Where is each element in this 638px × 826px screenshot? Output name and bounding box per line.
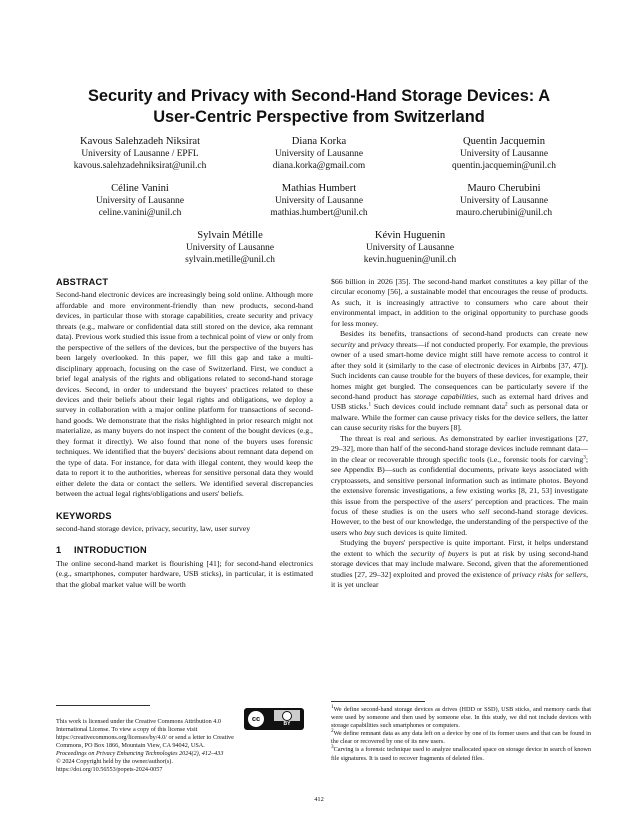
by-icon: BY — [274, 710, 300, 728]
author-row — [40, 182, 598, 228]
author: Diana Korka University of Lausanne diana.korka@gmail.com — [272, 136, 366, 171]
footnote-rule — [56, 705, 150, 706]
intro-paragraph: Besides its benefits, transactions of second-hand products can create new security and privacy threats—if not conducted properly. For example, the previous owner of a used smart-home device might still have remote access to control it after they sold it (similarly to the case of electronic devices in Airbnbs [37, 47]). Such incidents can cause trouble for the buyers of these devices, for example, their homes might get burgled. The consequences can be particularly severe if the second-hand product has storage capabilities, such as external hard drives and USB sticks.$^1$ Such devices could include remnant data$^2$ such as personal data or malware. While the former can cause privacy risks for the device sellers, the latter can cause security risks for the buyers [8]. — [331, 329, 588, 433]
author-row — [40, 135, 598, 181]
left-column — [56, 277, 313, 590]
author: Sylvain Métille University of Lausanne sylvain.metille@unil.ch — [185, 230, 275, 265]
footnote-ref: 3 — [583, 454, 586, 461]
intro-paragraph: $66 billion in 2026 [35]. The second-hand market constitutes a key pillar of the circular economy [56], a sustainable model that encourages the reuse of products. As such, it is increasingly attractive to consumers who care about their environmental impact, in addition to the original opportunity to purchase goods for less money. — [331, 277, 588, 328]
page-number: 412 — [314, 796, 324, 803]
author: Kévin Huguenin University of Lausanne kevin.huguenin@unil.ch — [363, 230, 457, 265]
publication-info — [56, 750, 313, 774]
abstract-heading: ABSTRACT — [56, 277, 109, 287]
author: Mathias Humbert University of Lausanne mathias.humbert@unil.ch — [270, 183, 368, 218]
license-text: This work is licensed under the Creative Commons Attribution 4.0 International License. To view a copy of this license visit https://creativecommons.org/licenses/by/4.0/ or send a letter to Creative Commons, PO Box 1866, Mountain View, CA 94042, USA. — [56, 718, 234, 750]
cc-icon: cc — [247, 710, 265, 728]
author: Céline Vanini University of Lausanne celine.vanini@unil.ch — [96, 183, 184, 218]
author-row — [40, 229, 598, 275]
proceedings: Proceedings on Privacy Enhancing Technologies 2024(2), 412–433 — [56, 750, 224, 757]
footnote-rule — [331, 701, 425, 702]
footnote: $^2$We define remnant data as any data left on a device by one of its former users and that can be found in the clear or recovered by one of its new users. — [331, 728, 591, 746]
intro-paragraph: The threat is real and serious. As demonstrated by earlier investigations [27, 29–32], more than half of the second-hand storage devices include remnant data—in the clear or recoverable through specific tools (i.e., forensic tools for carving$^3$; see Appendix B)—such as confidential documents, private keys associated with cryptoassets, and sensitive personal information such as intimate photos. Beyond the extensive forensic investigations, a few existing works [8, 21, 53] investigate this issue from the perspective of the users' perception and practices. The main focus of these studies is on the users who sell second-hand storage devices. However, to the best of our knowledge, the understanding of the perspective of the users who buy such devices is quite limited. — [331, 433, 588, 537]
intro-paragraph: Studying the buyers' perspective is quite important. First, it helps understand the extent to which the security of buyers is put at risk by using second-hand storage devices that may include malware. Second, given that the aforementioned studies [27, 29–32] exploited and proved the existence of privacy risks for sellers, it is yet unclear — [331, 538, 588, 590]
footnote: $^3$Carving is a forensic technique used to analyze unallocated space on storage device in search of known file signatures. It is used to recover fragments of deleted files. — [331, 744, 591, 762]
doi-link[interactable]: https://doi.org/10.56553/popets-2024-0057 — [56, 766, 163, 774]
author: Kavous Salehzadeh Niksirat University of Lausanne / EPFL kavous.salehzadehniksirat@unil.ch — [73, 136, 207, 171]
keywords-text: second-hand storage device, privacy, security, law, user survey — [56, 523, 251, 533]
keywords-heading: KEYWORDS — [56, 510, 112, 521]
footnote-ref: 1 — [368, 401, 372, 408]
person-icon — [282, 711, 292, 721]
author: Quentin Jacquemin University of Lausanne quentin.jacquemin@unil.ch — [452, 136, 556, 171]
copyright: © 2024 Copyright held by the owner/author(s). — [56, 758, 173, 766]
author: Mauro Cherubini University of Lausanne mauro.cherubini@unil.ch — [455, 183, 553, 218]
section-heading-introduction: 1 INTRODUCTION — [56, 545, 147, 556]
footnote-ref: 2 — [505, 401, 508, 408]
paper-title: Security and Privacy with Second-Hand Storage Devices: A User-Centric Perspective from Switzerland — [87, 87, 551, 126]
footnotes — [331, 703, 591, 763]
intro-text: The online second-hand market is flourishing [41]; for second-hand electronics (e.g., smartphones, computer hardware, USB sticks), in particular, it is estimated that the global market value will be worth — [56, 558, 313, 589]
right-column — [331, 277, 588, 591]
abstract-text: Second-hand electronic devices are increasingly being sold online. Although more affordable and more environment-friendly than new products, second-hand devices, in particular those with storage capabilities, create security and privacy threats (e.g., malware or confidential data still stored on the device, aka remnant data). Previous work studied this issue from a technical point of view or only from the perspective of the sellers of the devices, but the perspective of the buyers has been largely overlooked. In this paper, we fill this gap and take a multi-disciplinary approach, focusing on the case of Switzerland. First, we conduct a brief legal analysis of the rights and obligations related to second-hand storage devices. Second, in order to understand the buyers' practices related to these devices and their beliefs about their legal rights and obligations, we deploy a survey in collaboration with a major online platform for transactions of second-hand goods. We demonstrate that the risks highlighted in prior research might not materialize, as many buyers do not inspect the content of the bought devices (e.g., they format it directly). We also found that none of the buyers uses forensic techniques. We identified that the buyers' decisions about remnant data depend on the type of data. For instance, for data with illegal content, they would keep the data to report it to the authorities, whereas for sensitive personal data they would either delete the data or contact the sellers. We identified several discrepancies between the actual legal rights/obligations and users' beliefs. — [56, 290, 313, 499]
cc-by-license-badge[interactable] — [244, 708, 304, 730]
footnote: $^1$We define second-hand storage devices as drives (HDD or SSD), USB sticks, and memory cards that were used by someone and then used by someone else. In this study, we did not include devices with storage capabilities such smartphones or computers. — [331, 703, 591, 730]
